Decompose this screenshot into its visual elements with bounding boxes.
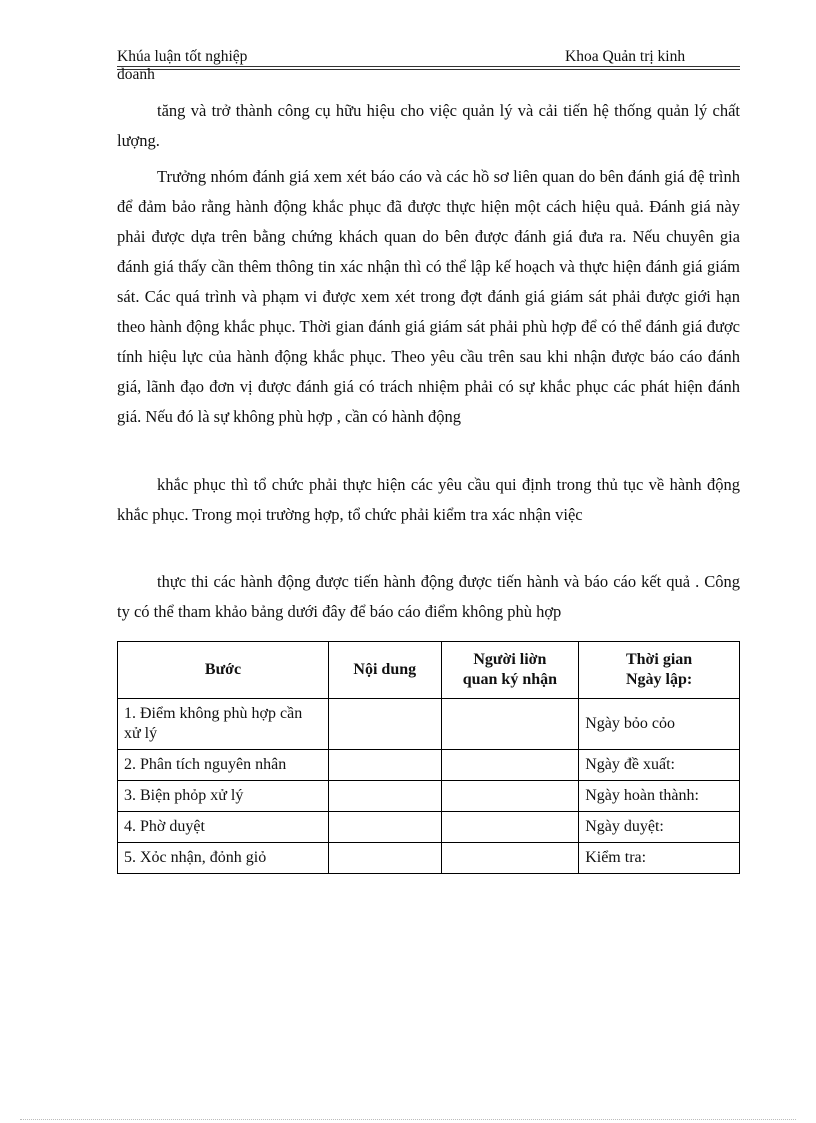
row-step: 3. Biện phỏp xử lý <box>118 781 329 812</box>
row-time: Ngày đề xuất: <box>579 750 740 781</box>
header-rule-top <box>117 66 740 67</box>
page-header <box>117 44 740 82</box>
header-faculty-wrap: doanh <box>117 66 155 83</box>
row-person <box>441 843 579 874</box>
table-row <box>118 812 740 843</box>
row-time: Ngày duyệt: <box>579 812 740 843</box>
nonconformity-report-table <box>117 641 740 874</box>
header-thesis-label: Khúa luận tốt nghiệp <box>117 48 248 65</box>
paragraph-1: tăng và trở thành công cụ hữu hiệu cho việc quản lý và cải tiến hệ thống quản lý chất lượng. <box>117 101 740 150</box>
header-person-line1: Người liờn <box>473 651 547 668</box>
page-bottom-divider <box>20 1119 796 1120</box>
table-row <box>118 781 740 812</box>
table-header-row <box>118 642 740 699</box>
row-time: Ngày bỏo cỏo <box>579 699 740 750</box>
row-time: Kiểm tra: <box>579 843 740 874</box>
row-content <box>329 843 442 874</box>
row-step: 1. Điểm không phù hợp cần xử lý <box>118 699 329 750</box>
header-faculty-label: Khoa Quản trị kinh <box>565 48 686 65</box>
header-person-line2: quan ký nhận <box>462 671 558 688</box>
row-step: 2. Phân tích nguyên nhân <box>118 750 329 781</box>
row-content <box>329 750 442 781</box>
row-person <box>441 781 579 812</box>
table-row <box>118 843 740 874</box>
row-person <box>441 699 579 750</box>
row-step: 5. Xỏc nhận, đỏnh giỏ <box>118 843 329 874</box>
table-row <box>118 750 740 781</box>
header-time-line1: Thời gian <box>625 651 693 668</box>
paragraph-2: Trưởng nhóm đánh giá xem xét báo cáo và các hồ sơ liên quan do bên đánh giá đệ trình để đảm bảo rằng hành động khắc phục đã được thực hiện một cách hiệu quả. Đánh giá này phải được dựa trên bằng chứng khách quan do bên được đánh giá đưa ra. Nếu chuyên gia đánh giá thấy cần thêm thông tin xác nhận thì có thể lập kế hoạch và thực hiện đánh giá giám sát. Các quá trình và phạm vi được xem xét trong đợt đánh giá giám sát phải được giới hạn theo hành động khắc phục. Thời gian đánh giá giám sát phải phù hợp để có thể đánh giá được tính hiệu lực của hành động khắc phục. Theo yêu cầu trên sau khi nhận được báo cáo đánh giá, lãnh đạo đơn vị được đánh giá có trách nhiệm phải có sự khắc phục các phát hiện đánh giá. Nếu đó là sự không phù hợp , cần có hành động <box>117 167 740 426</box>
header-rule-bottom <box>117 69 740 70</box>
row-content <box>329 812 442 843</box>
row-time: Ngày hoàn thành: <box>579 781 740 812</box>
header-step: Bước <box>118 642 329 699</box>
row-step: 4. Phờ duyệt <box>118 812 329 843</box>
table-row <box>118 699 740 750</box>
header-time-line2: Ngày lập: <box>625 671 693 688</box>
row-person <box>441 812 579 843</box>
row-person <box>441 750 579 781</box>
paragraph-4: thực thi các hành động được tiến hành động được tiến hành và báo cáo kết quả . Công ty có thể tham khảo bảng dưới đây để báo cáo điểm không phù hợp <box>117 572 740 621</box>
row-content <box>329 781 442 812</box>
header-time <box>579 642 740 699</box>
paragraph-3: khắc phục thì tổ chức phải thực hiện các yêu cầu qui định trong thủ tục về hành động khắc phục. Trong mọi trường hợp, tổ chức phải kiểm tra xác nhận việc <box>117 475 740 524</box>
header-content: Nội dung <box>329 642 442 699</box>
row-content <box>329 699 442 750</box>
header-person <box>441 642 579 699</box>
